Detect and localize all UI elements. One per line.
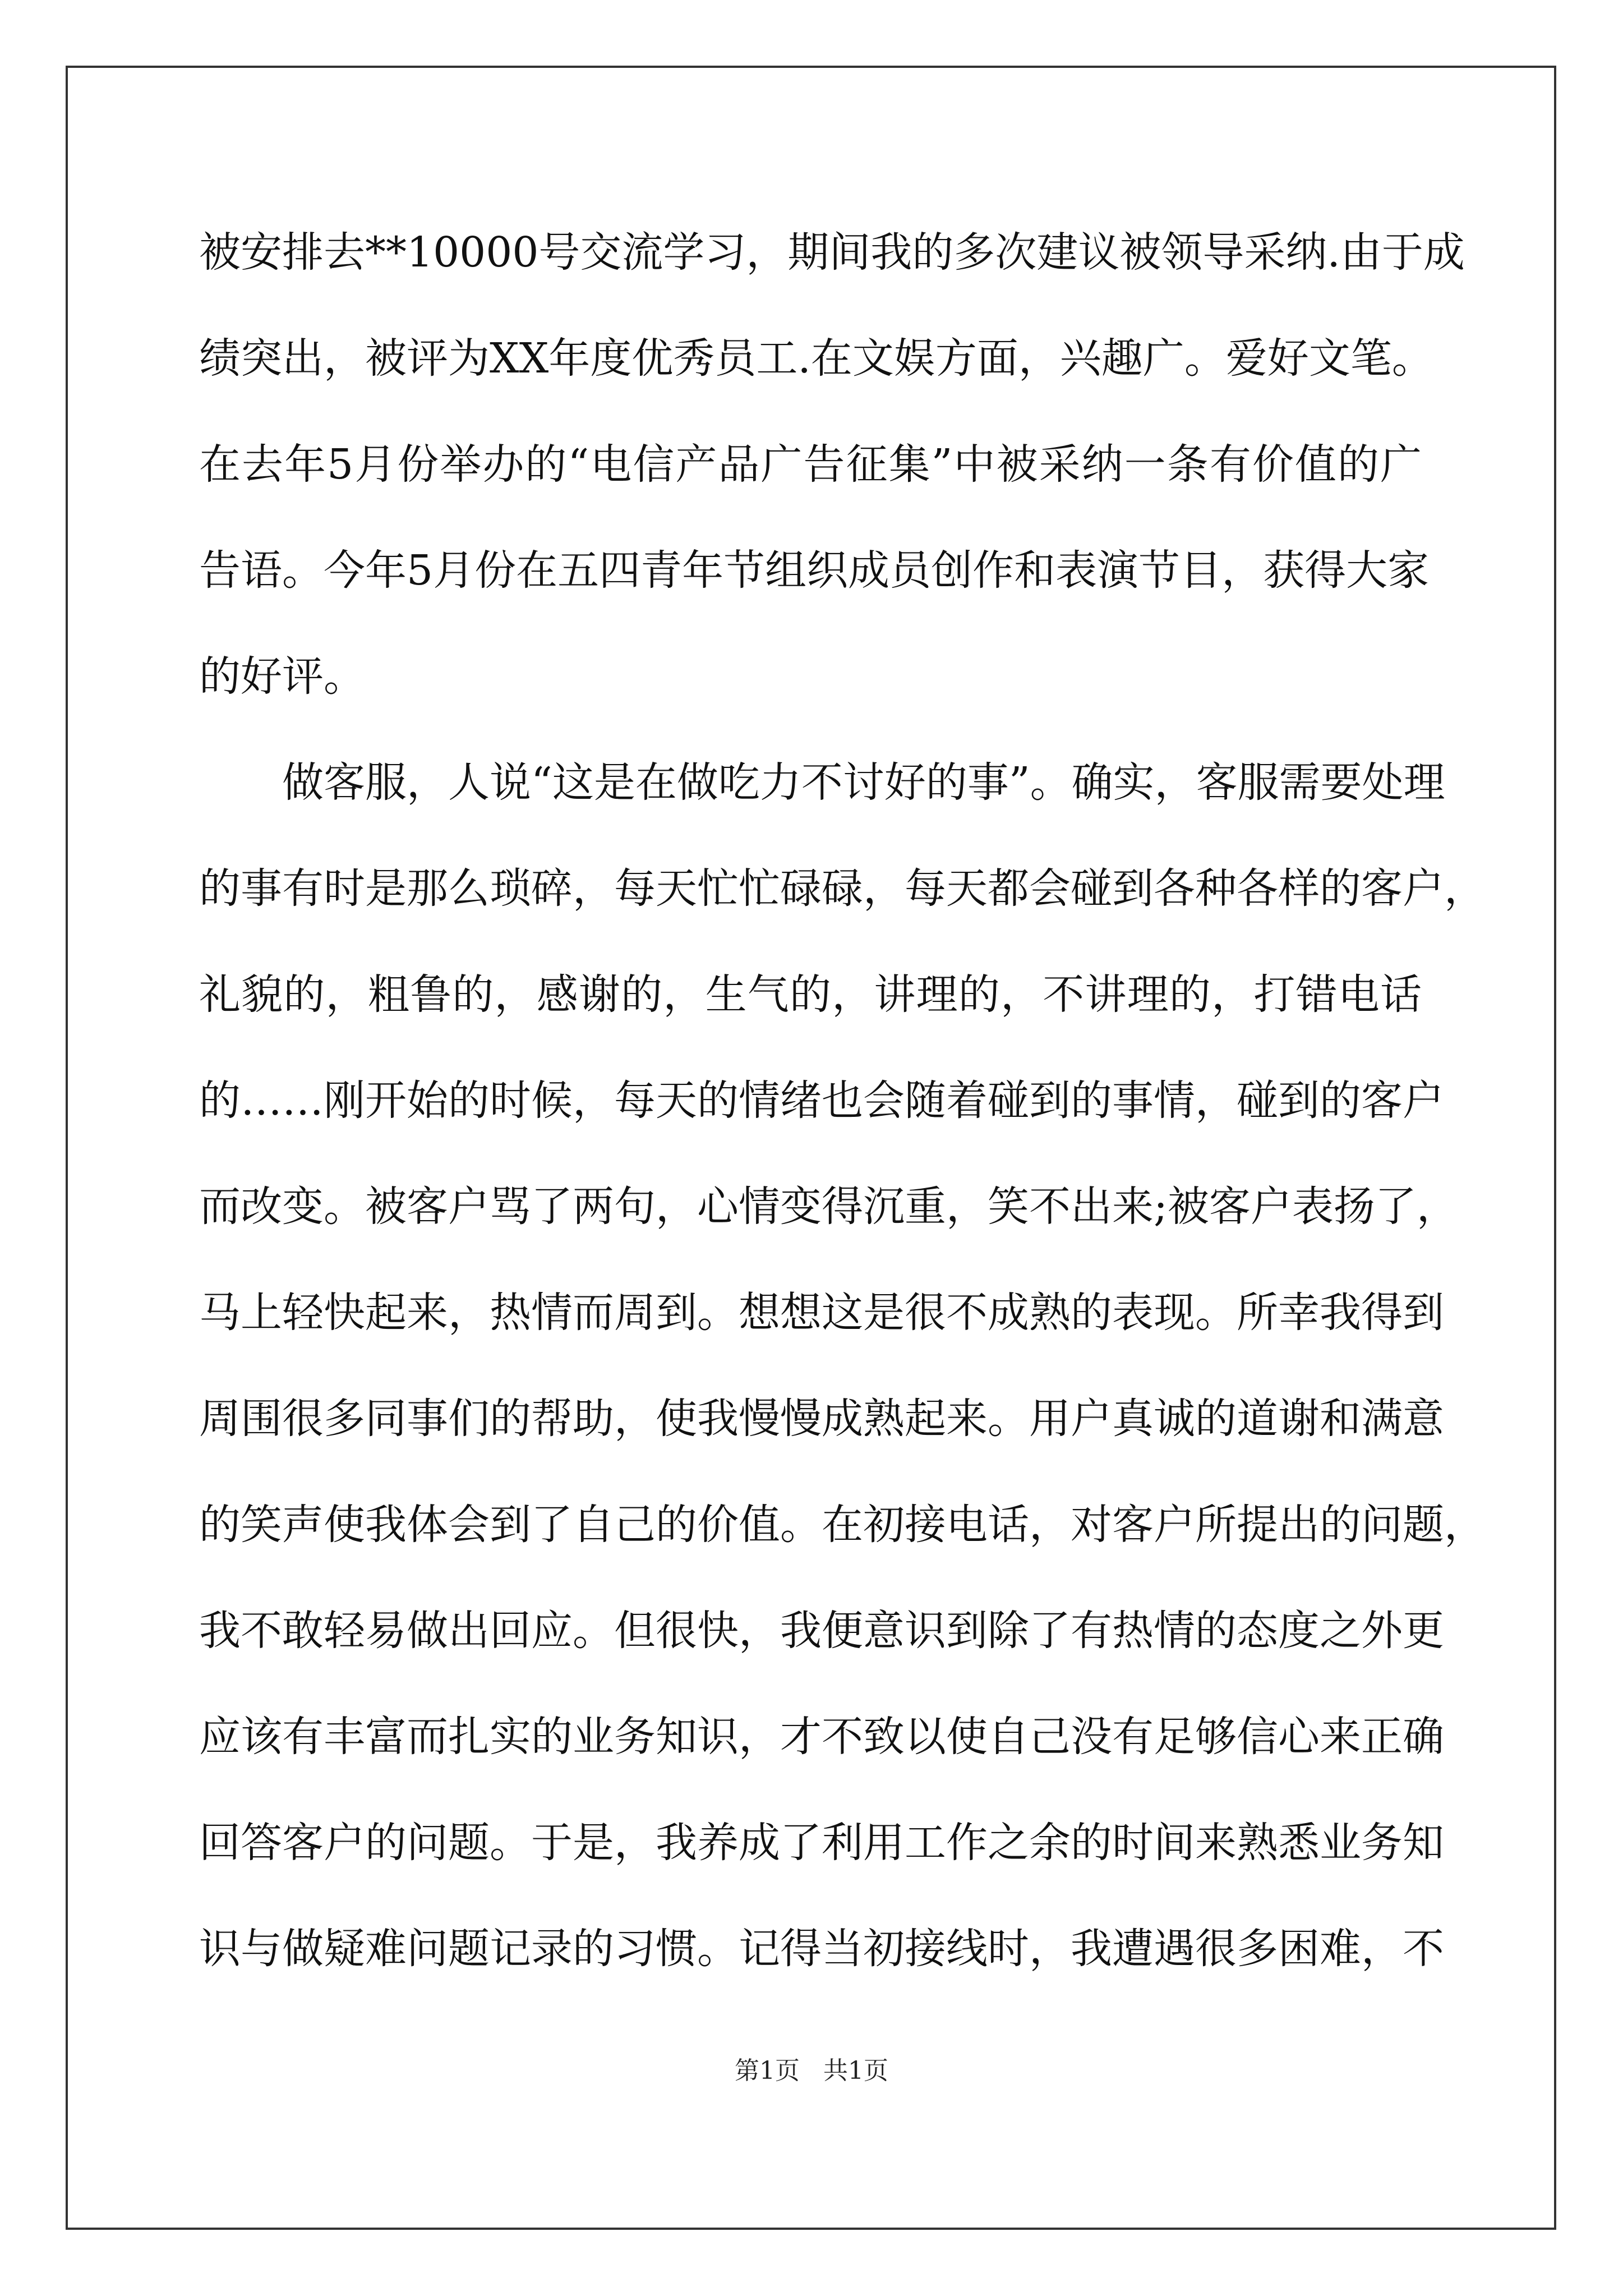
paragraph-start-line: 做客服，人说“这是在做吃力不讨好的事”。确实，客服需要处理: [282, 758, 1445, 807]
text-line: 应该有丰富而扎实的业务知识，才不致以使自己没有足够信心来正确: [199, 1713, 1444, 1761]
text-line: 在去年5月份举办的“电信产品广告征集”中被采纳一条有价值的广: [199, 440, 1422, 489]
text-line: 我不敢轻易做出回应。但很快，我便意识到除了有热情的态度之外更: [199, 1607, 1444, 1655]
text-line: 识与做疑难问题记录的习惯。记得当初接线时，我遭遇很多困难，不: [199, 1925, 1444, 1973]
text-line: 的笑声使我体会到了自己的价值。在初接电话，对客户所提出的问题，: [199, 1501, 1486, 1549]
text-line: 的好评。: [199, 652, 365, 701]
text-line: 而改变。被客户骂了两句，心情变得沉重，笑不出来;被客户表扬了，: [199, 1182, 1458, 1231]
document-body: [199, 216, 1486, 2018]
page-total: 共1页: [823, 2056, 888, 2085]
text-line: 礼貌的，粗鲁的，感谢的，生气的，讲理的，不讲理的，打错电话: [199, 970, 1422, 1019]
page-footer: [0, 2054, 1623, 2088]
text-line: 周围很多同事们的帮助，使我慢慢成熟起来。用户真诚的道谢和满意: [199, 1395, 1444, 1443]
text-line: 马上轻快起来，热情而周到。想想这是很不成熟的表现。所幸我得到: [199, 1289, 1444, 1337]
text-line: 的……刚开始的时候，每天的情绪也会随着碰到的事情，碰到的客户: [199, 1076, 1444, 1125]
text-line: 绩突出，被评为XX年度优秀员工.在文娱方面，兴趣广。爱好文笔。: [199, 334, 1433, 383]
text-line: 的事有时是那么琐碎，每天忙忙碌碌，每天都会碰到各种各样的客户，: [199, 864, 1486, 913]
text-line: 被安排去**10000号交流学习，期间我的多次建议被领导采纳.由于成: [199, 228, 1465, 277]
text-line: 回答客户的问题。于是，我养成了利用工作之余的时间来熟悉业务知: [199, 1819, 1444, 1867]
page-number: 第1页: [735, 2056, 800, 2085]
text-line: 告语。今年5月份在五四青年节组织成员创作和表演节目，获得大家: [199, 546, 1430, 595]
